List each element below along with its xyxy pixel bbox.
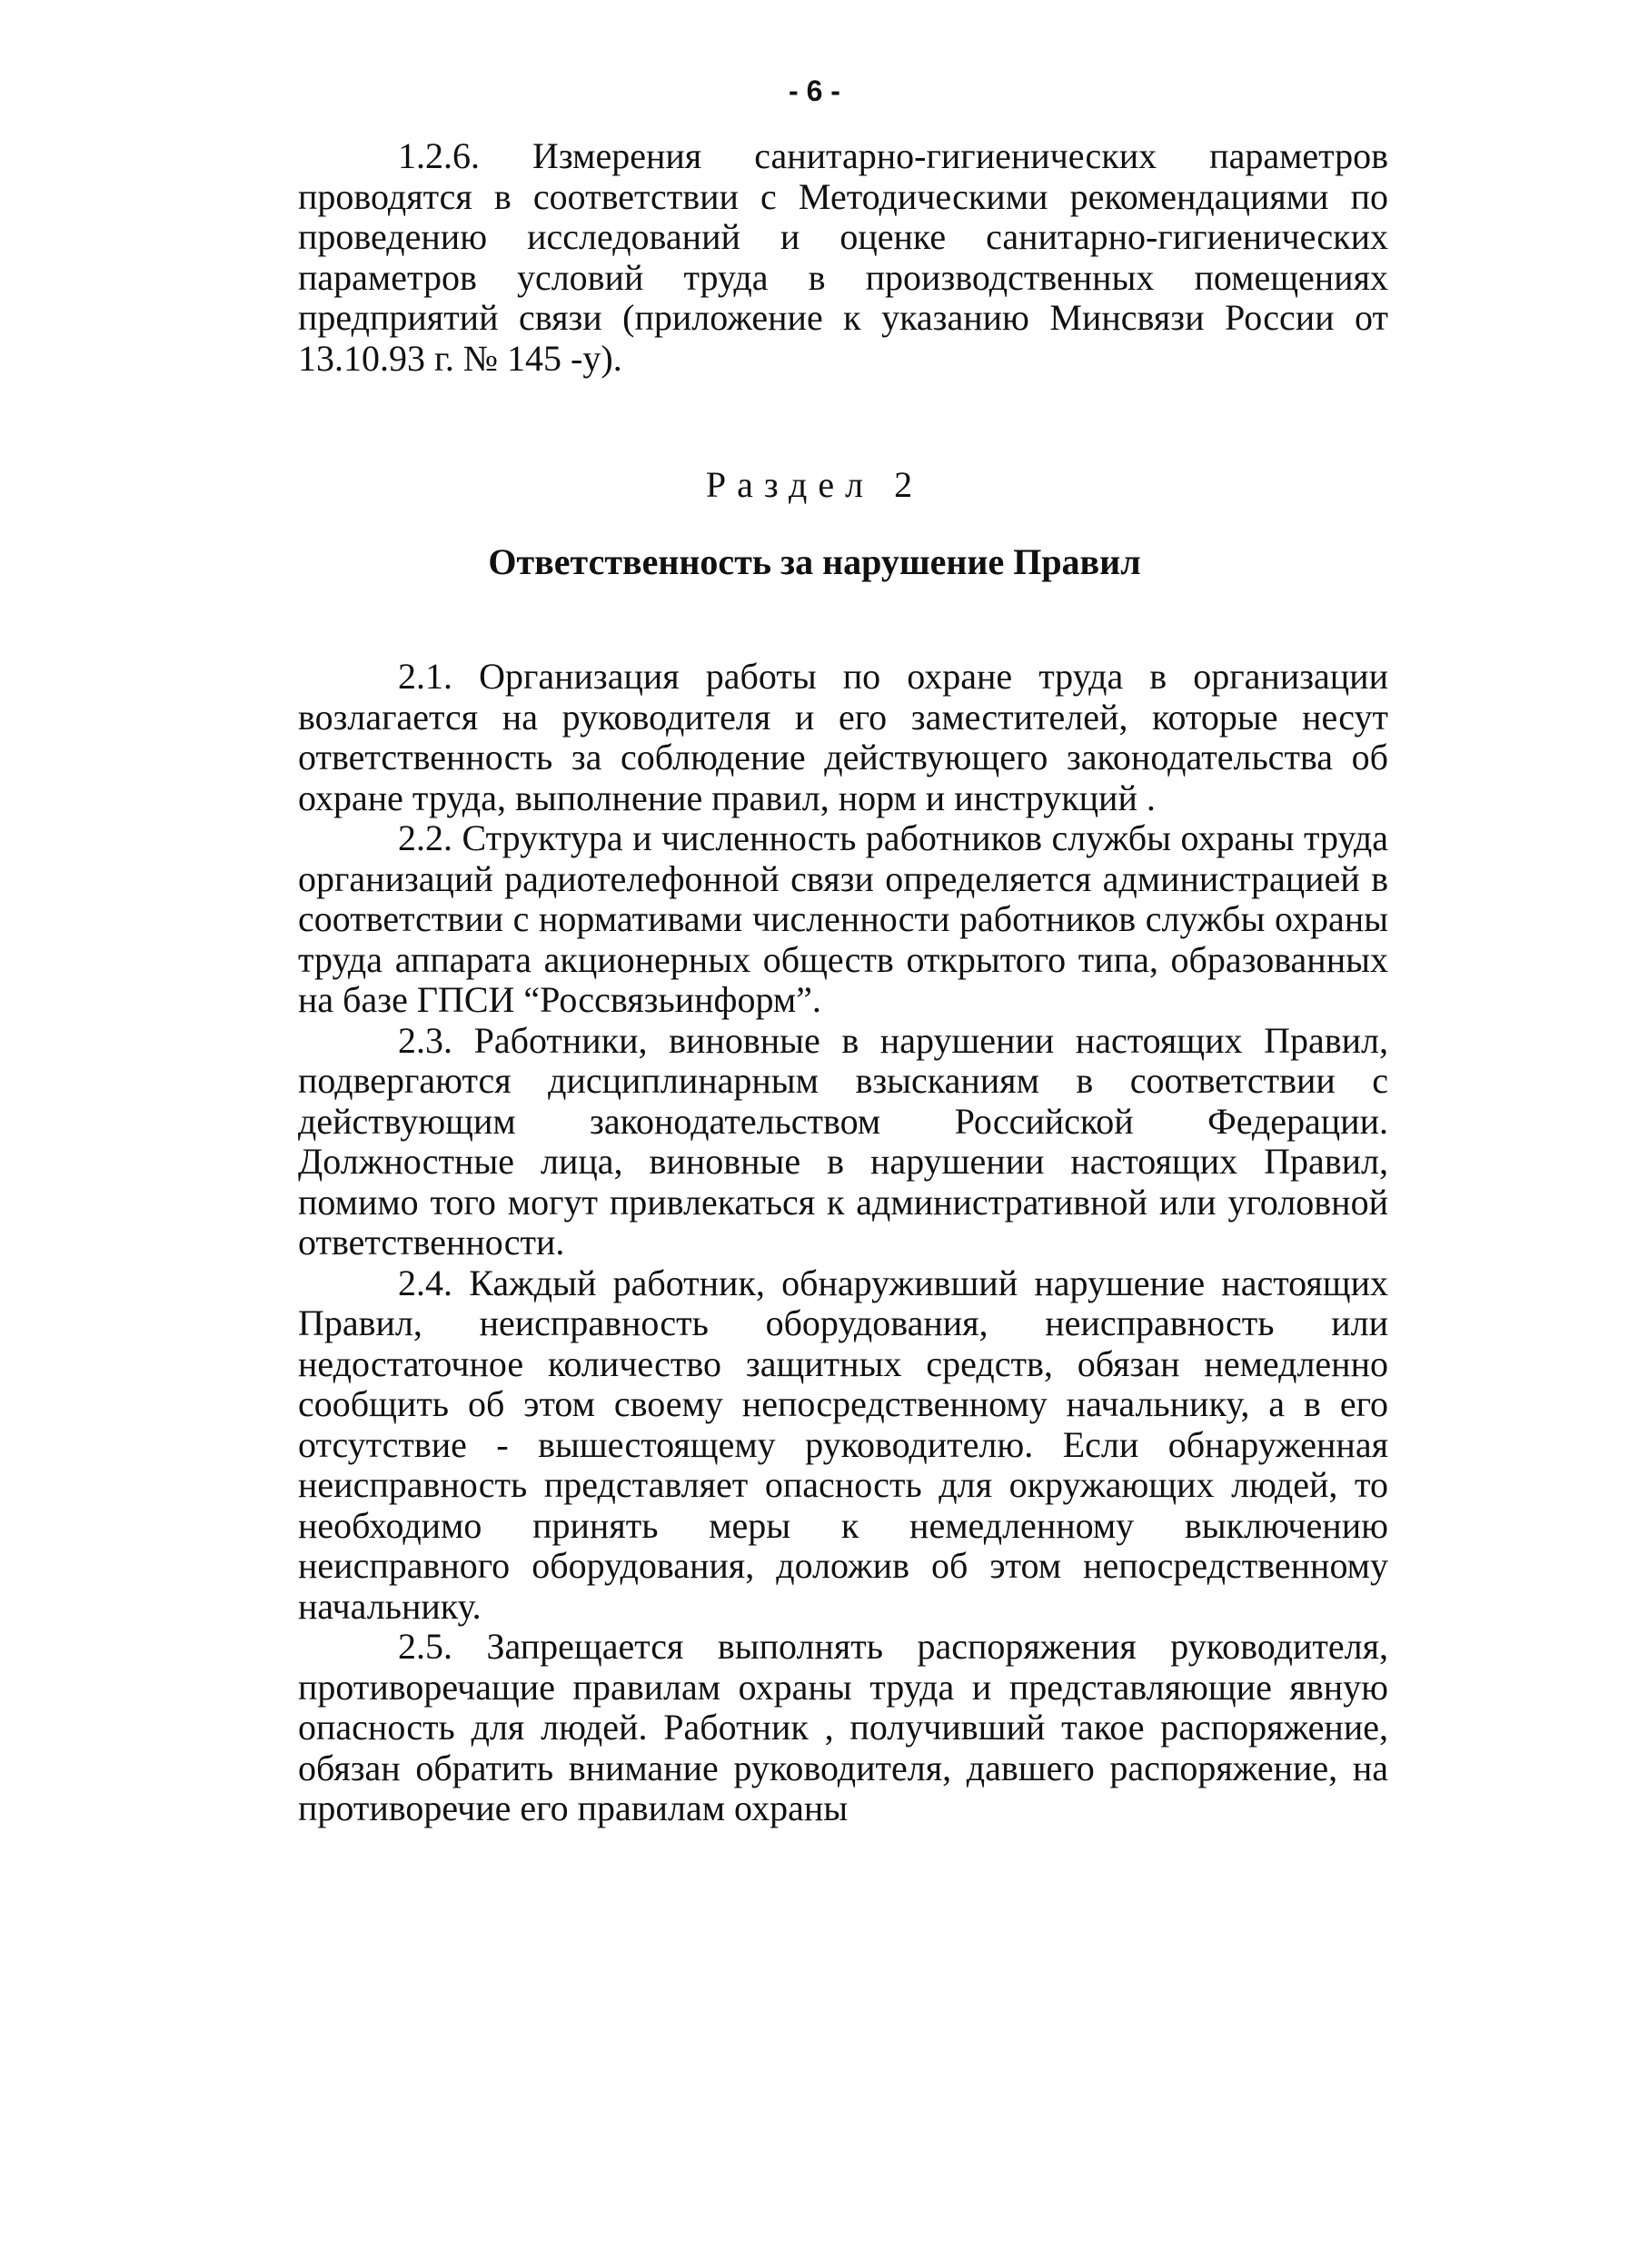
paragraph-2-5: 2.5. Запрещается выполнять распоряжения руководителя, противоречащие правилам охраны труда и представляющие явную опасность для людей. Работник , получивший такое распоряжение, обязан обратить внимание руководителя, давшего распоряжение, на противоречие его правилам охраны xyxy=(298,1626,1388,1828)
paragraph-2-4: 2.4. Каждый работник, обнаруживший нарушение настоящих Правил, неисправность оборудования, неисправность или недостаточное количество защитных средств, обязан немедленно сообщить об этом своему непосредственному начальнику, а в его отсутствие - вышестоящему руководителю. Если обнаруженная неисправность представляет опасность для окружающих людей, то необходимо принять меры к немедленному выключению неисправного оборудования, доложив об этом непосредственному начальнику. xyxy=(298,1262,1388,1627)
paragraph-2-3: 2.3. Работники, виновные в нарушении настоящих Правил, подвергаются дисциплинарным взысканиям в соответствии с действующим законодательством Российской Федерации. Должностные лица, виновные в нарушении настоящих Правил, помимо того могут привлекаться к административной или уголовной ответственности. xyxy=(298,1019,1388,1263)
section-label: Раздел 2 xyxy=(705,464,924,505)
paragraph-1-2-6: 1.2.6. Измерения санитарно-гигиенических параметров проводятся в соответствии с Методическими рекомендациями по проведению исследований и оценке санитарно-гигиенических параметров условий труда в производственных помещениях предприятий связи (приложение к указанию Минсвязи России от 13.10.93 г. № 145 -у). xyxy=(298,135,1388,379)
paragraph-2-2: 2.2. Структура и численность работников службы охраны труда организаций радиотелефонной связи определяется администрацией в соответствии с нормативами численности работников службы охраны труда аппарата акционерных обществ открытого типа, образованных на базе ГПСИ “Россвязьинформ”. xyxy=(298,817,1388,1020)
section-2-text-block xyxy=(298,657,1388,1829)
section-title: Ответственность за нарушение Правил xyxy=(488,541,1141,582)
paragraph-2-1: 2.1. Организация работы по охране труда в организации возлагается на руководителя и его заместителей, которые несут ответственность за соблюдение действующего законодательства об охране труда, выполнение правил, норм и инструкций . xyxy=(298,656,1388,818)
intro-text-block xyxy=(298,136,1388,379)
page-number: - 6 - xyxy=(789,74,840,107)
